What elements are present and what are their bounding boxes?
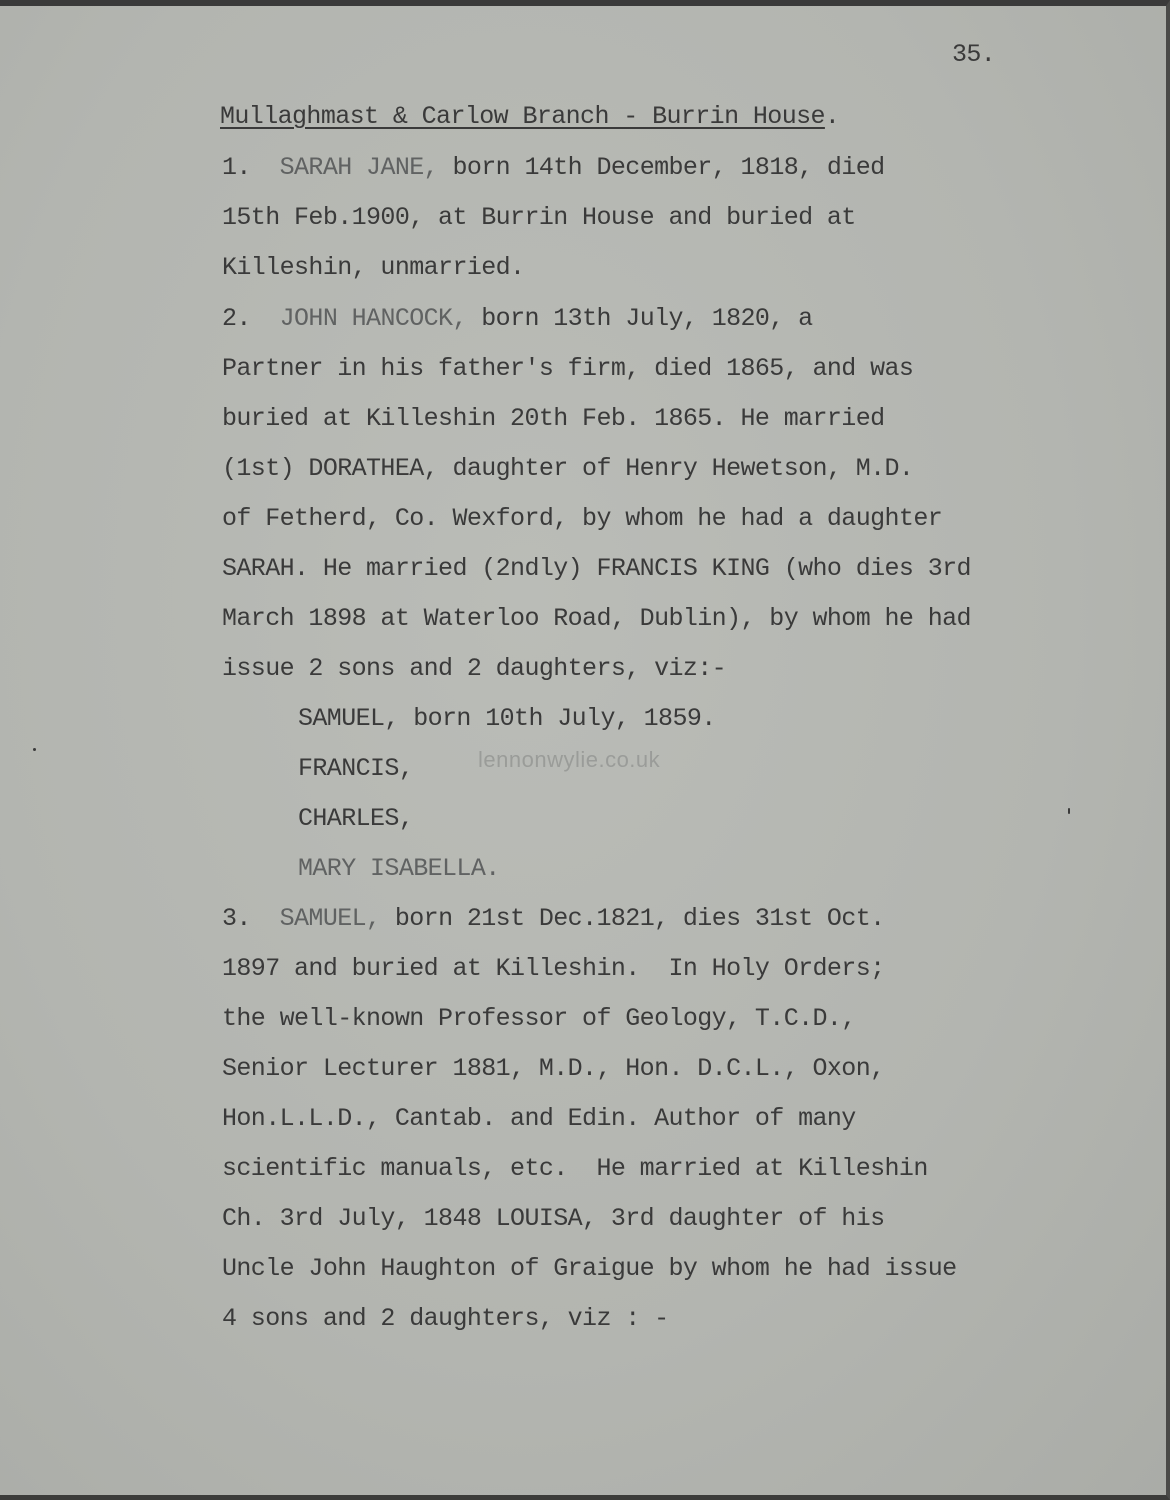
entry-3-line-7: Ch. 3rd July, 1848 LOUISA, 3rd daughter of his — [222, 1204, 885, 1233]
entry-number: 3. — [222, 904, 251, 933]
entry-3-line-3: the well-known Professor of Geology, T.C.D., — [222, 1004, 856, 1033]
entry-2-line-4: (1st) DORATHEA, daughter of Henry Hewetson, M.D. — [222, 454, 914, 483]
page-number: 35. — [952, 40, 996, 69]
entry-3-line-9: 4 sons and 2 daughters, viz : - — [222, 1304, 669, 1333]
entry-name: SAMUEL, — [279, 904, 381, 933]
entry-1-line-1 — [222, 155, 885, 180]
entry-2-line-1 — [222, 306, 813, 331]
entry-2-line-6: SARAH. He married (2ndly) FRANCIS KING (who dies 3rd — [222, 554, 971, 583]
entry-name: JOHN HANCOCK, — [279, 304, 467, 333]
entry-name: SARAH JANE, — [279, 153, 439, 182]
entry-3-line-1 — [222, 906, 885, 931]
entry-2-line-3: buried at Killeshin 20th Feb. 1865. He married — [222, 404, 885, 433]
watermark: lennonwylie.co.uk — [478, 747, 661, 772]
section-heading — [220, 104, 839, 129]
entry-text: born 21st Dec.1821, dies 31st Oct. — [380, 904, 885, 933]
heading-period: . — [824, 102, 840, 131]
entry-3-line-5: Hon.L.L.D., Cantab. and Edin. Author of many — [222, 1104, 856, 1133]
child-item: MARY ISABELLA. — [298, 854, 500, 883]
entry-2-line-7: March 1898 at Waterloo Road, Dublin), by whom he had — [222, 604, 971, 633]
entry-1-line-2: 15th Feb.1900, at Burrin House and buried at — [222, 203, 856, 232]
entry-text: born 14th December, 1818, died — [438, 153, 885, 182]
entry-3-line-8: Uncle John Haughton of Graigue by whom he had issue — [222, 1254, 957, 1283]
entry-3-line-2: 1897 and buried at Killeshin. In Holy Orders; — [222, 954, 885, 983]
entry-2-line-5: of Fetherd, Co. Wexford, by whom he had a daughter — [222, 504, 943, 533]
entry-2-line-2: Partner in his father's firm, died 1865, and was — [222, 354, 914, 383]
entry-1-line-3: Killeshin, unmarried. — [222, 253, 525, 282]
entry-number: 2. — [222, 304, 251, 333]
child-item: CHARLES, — [298, 804, 414, 833]
entry-2-line-8: issue 2 sons and 2 daughters, viz:- — [222, 654, 727, 683]
child-item: FRANCIS, — [298, 754, 414, 783]
child-item: SAMUEL, born 10th July, 1859. — [298, 704, 716, 733]
paper-speck — [1068, 808, 1070, 814]
paper-speck — [33, 748, 36, 751]
heading-text: Mullaghmast & Carlow Branch - Burrin House — [220, 102, 825, 131]
entry-3-line-4: Senior Lecturer 1881, M.D., Hon. D.C.L., Oxon, — [222, 1054, 885, 1083]
entry-number: 1. — [222, 153, 251, 182]
entry-3-line-6: scientific manuals, etc. He married at Killeshin — [222, 1154, 928, 1183]
entry-text: born 13th July, 1820, a — [466, 304, 813, 333]
